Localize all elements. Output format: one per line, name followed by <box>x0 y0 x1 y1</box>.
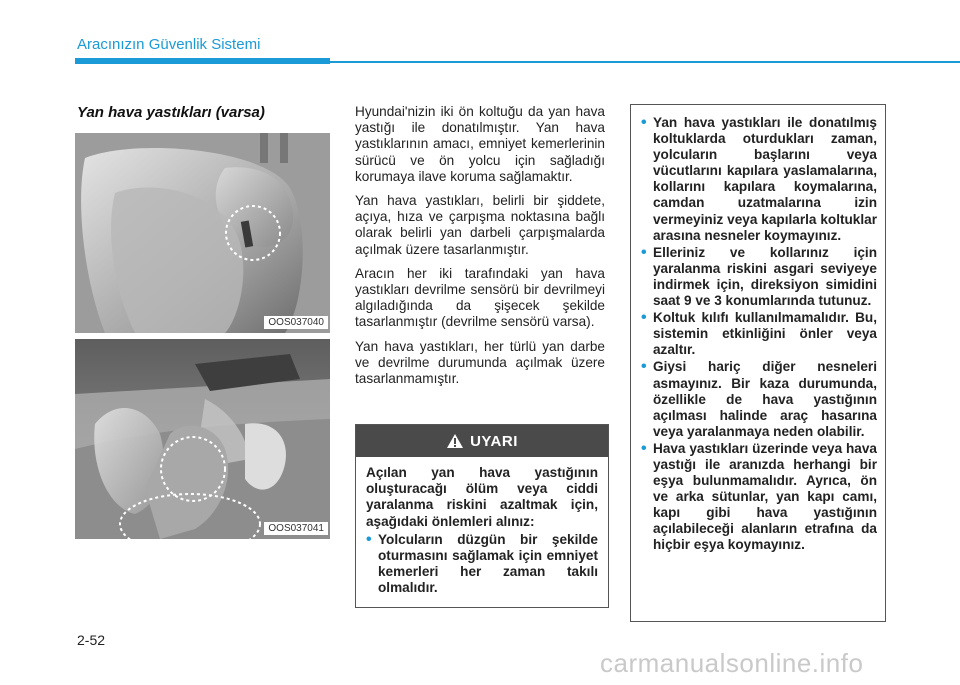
figure-deployed-side-airbag <box>75 339 330 539</box>
body-paragraph: Hyundai'nizin iki ön koltuğu da yan hava yastığı ile donatılmıştır. Yan hava yastıklarının amacı, emniyet kemerlerinin sürücü ve ön yolcu için sağladığı korumaya ilave koruma sağlamaktır. <box>355 104 605 184</box>
caution-list-box <box>630 104 886 622</box>
section-title: Yan hava yastıkları (varsa) <box>77 104 265 121</box>
body-paragraph: Yan hava yastıkları, her türlü yan darbe ve devrilme durumunda açılmak üzere tasarlanmamıştır. <box>355 338 605 387</box>
header-accent-bar <box>75 58 330 64</box>
list-item: • Hava yastıkları üzerinde veya hava yastığı ile aranızda herhangi bir eşya bulunmamalıdır. Ayrıca, ön ve arka sütunlar, yan kapı camı, kapı gibi hava yastığının açılabileceği alanların etrafına da hiçbir eşya koymayınız. <box>641 441 877 554</box>
warning-title: UYARI <box>470 432 518 450</box>
figure-code: OOS037041 <box>264 522 328 535</box>
header-rule <box>330 61 960 63</box>
figure-seat-side-airbag <box>75 133 330 333</box>
list-item: • Koltuk kılıfı kullanılmamalıdır. Bu, sistemin etkinliğini önler veya azaltır. <box>641 310 877 358</box>
body-paragraph: Yan hava yastıkları, belirli bir şiddete, açıya, hıza ve çarpışma noktasına bağlı olarak belirli yan darbeli çarpışmalarda açılmak üzere tasarlanmıştır. <box>355 193 605 257</box>
warning-list <box>366 532 598 597</box>
warning-header <box>356 425 608 457</box>
caution-list <box>641 115 877 554</box>
warning-intro: Açılan yan hava yastığının oluşturacağı ölüm veya ciddi yaralanma riskini azaltmak için, aşağıdaki önlemleri alınız: <box>366 465 598 529</box>
warning-box <box>355 424 609 608</box>
list-item: • Elleriniz ve kollarınız için yaralanma riskini asgari seviyeye indirmek için, direksiyon simidini saat 9 ve 3 konumlarında tutunuz. <box>641 245 877 309</box>
body-text <box>355 104 605 395</box>
body-paragraph: Aracın her iki tarafındaki yan hava yastıkları devrilme sensörü bir devrilmeyi algıladığında da şişecek şekilde tasarlanmıştır (devrilme sensörü varsa). <box>355 265 605 330</box>
warning-triangle-icon <box>446 433 464 449</box>
list-item: • Yolcuların düzgün bir şekilde oturmasını sağlamak için emniyet kemerleri her zaman takılı olmalıdır. <box>366 532 598 597</box>
cabin-illustration <box>75 339 330 539</box>
warning-body <box>356 457 608 597</box>
running-header: Aracınızın Güvenlik Sistemi <box>77 36 261 53</box>
watermark: carmanualsonline.info <box>600 648 864 678</box>
figure-code: OOS037040 <box>264 316 328 329</box>
list-item: • Yan hava yastıkları ile donatılmış koltuklarda oturdukları zaman, yolcuların başlarını veya vücutlarını kapılara yaslamalarına, kollarını kapılara koymalarına, camdan uzatmalarına izin vermeyiniz veya kapılarla koltuklar arasına nesneler koymayınız. <box>641 115 877 244</box>
list-item: • Giysi hariç diğer nesneleri asmayınız. Bir kaza durumunda, özellikle de hava yastığının açılması halinde araç hasarına veya yaralanmaya neden olabilir. <box>641 359 877 439</box>
page-number: 2-52 <box>77 632 106 648</box>
seat-illustration <box>75 133 330 333</box>
